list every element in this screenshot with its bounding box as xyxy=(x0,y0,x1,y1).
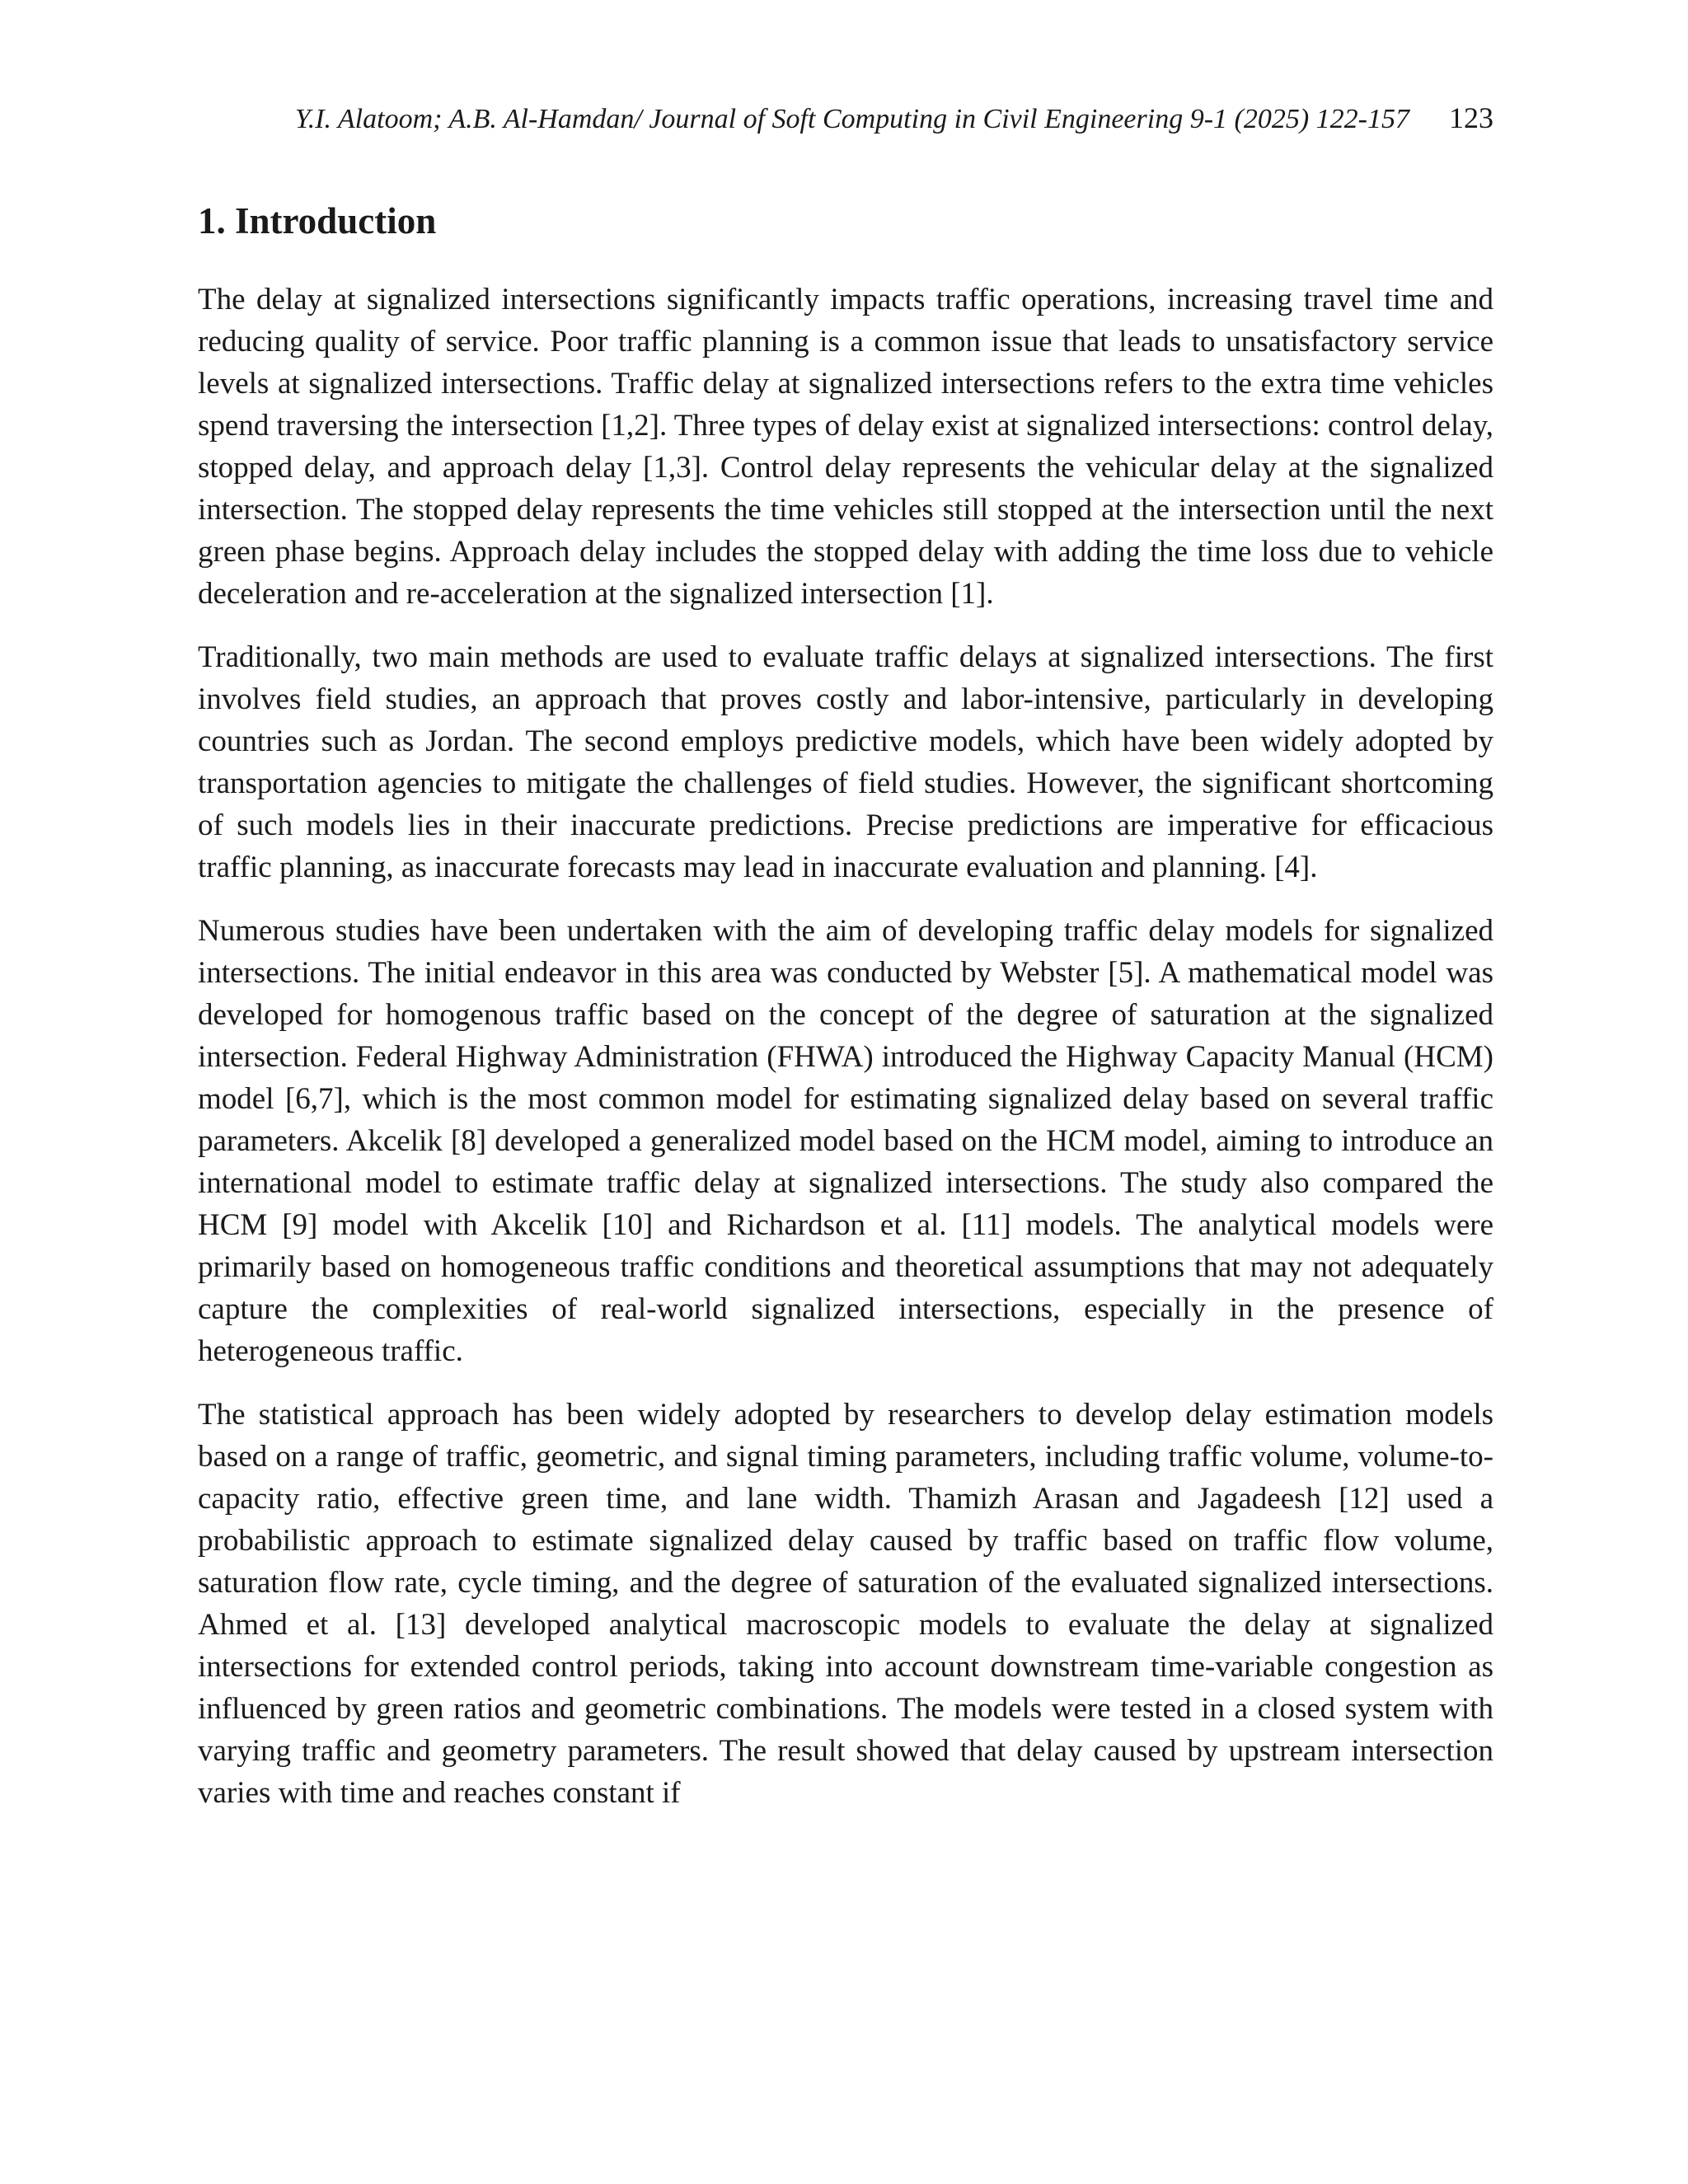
journal-citation: Y.I. Alatoom; A.B. Al-Hamdan/ Journal of Soft Computing in Civil Engineering 9-1 (2025) 122-157 xyxy=(294,104,1409,134)
paragraph-4: The statistical approach has been widely adopted by researchers to develop delay estimation models based on a range of traffic, geometric, and signal timing parameters, including traffic volume, volume-to-capacity ratio, effective green time, and lane width. Thamizh Arasan and Jagadeesh [12] used a probabilistic approach to estimate signalized delay caused by traffic based on traffic flow volume, saturation flow rate, cycle timing, and the degree of saturation of the evaluated signalized intersections. Ahmed et al. [13] developed analytical macroscopic models to evaluate the delay at signalized intersections for extended control periods, taking into account downstream time-variable congestion as influenced by green ratios and geometric combinations. The models were tested in a closed system with varying traffic and geometry parameters. The result showed that delay caused by upstream intersection varies with time and reaches constant if xyxy=(198,1398,1493,1810)
page-number: 123 xyxy=(1449,101,1493,134)
body-text xyxy=(198,279,1493,1835)
running-header xyxy=(198,97,1493,138)
section-heading xyxy=(198,196,436,246)
section-title: Introduction xyxy=(235,200,437,241)
paragraph-3: Numerous studies have been undertaken with the aim of developing traffic delay models for signalized intersections. The initial endeavor in this area was conducted by Webster [5]. A mathematical model was developed for homogenous traffic based on the concept of the degree of saturation at the signalized intersection. Federal Highway Administration (FHWA) introduced the Highway Capacity Manual (HCM) model [6,7], which is the most common model for estimating signalized delay based on several traffic parameters. Akcelik [8] developed a generalized model based on the HCM model, aiming to introduce an international model to estimate traffic delay at signalized intersections. The study also compared the HCM [9] model with Akcelik [10] and Richardson et al. [11] models. The analytical models were primarily based on homogeneous traffic conditions and theoretical assumptions that may not adequately capture the complexities of real-world signalized intersections, especially in the presence of heterogeneous traffic. xyxy=(198,914,1493,1368)
paragraph-2: Traditionally, two main methods are used to evaluate traffic delays at signalized intersections. The first involves field studies, an approach that proves costly and labor-intensive, particularly in developing countries such as Jordan. The second employs predictive models, which have been widely adopted by transportation agencies to mitigate the challenges of field studies. However, the significant shortcoming of such models lies in their inaccurate predictions. Precise predictions are imperative for efficacious traffic planning, as inaccurate forecasts may lead in inaccurate evaluation and planning. [4]. xyxy=(198,640,1493,884)
section-number: 1. xyxy=(198,200,226,241)
paragraph-1: The delay at signalized intersections significantly impacts traffic operations, increasing travel time and reducing quality of service. Poor traffic planning is a common issue that leads to unsatisfactory service levels at signalized intersections. Traffic delay at signalized intersections refers to the extra time vehicles spend traversing the intersection [1,2]. Three types of delay exist at signalized intersections: control delay, stopped delay, and approach delay [1,3]. Control delay represents the vehicular delay at the signalized intersection. The stopped delay represents the time vehicles still stopped at the intersection until the next green phase begins. Approach delay includes the stopped delay with adding the time loss due to vehicle deceleration and re-acceleration at the signalized intersection [1]. xyxy=(198,283,1494,611)
